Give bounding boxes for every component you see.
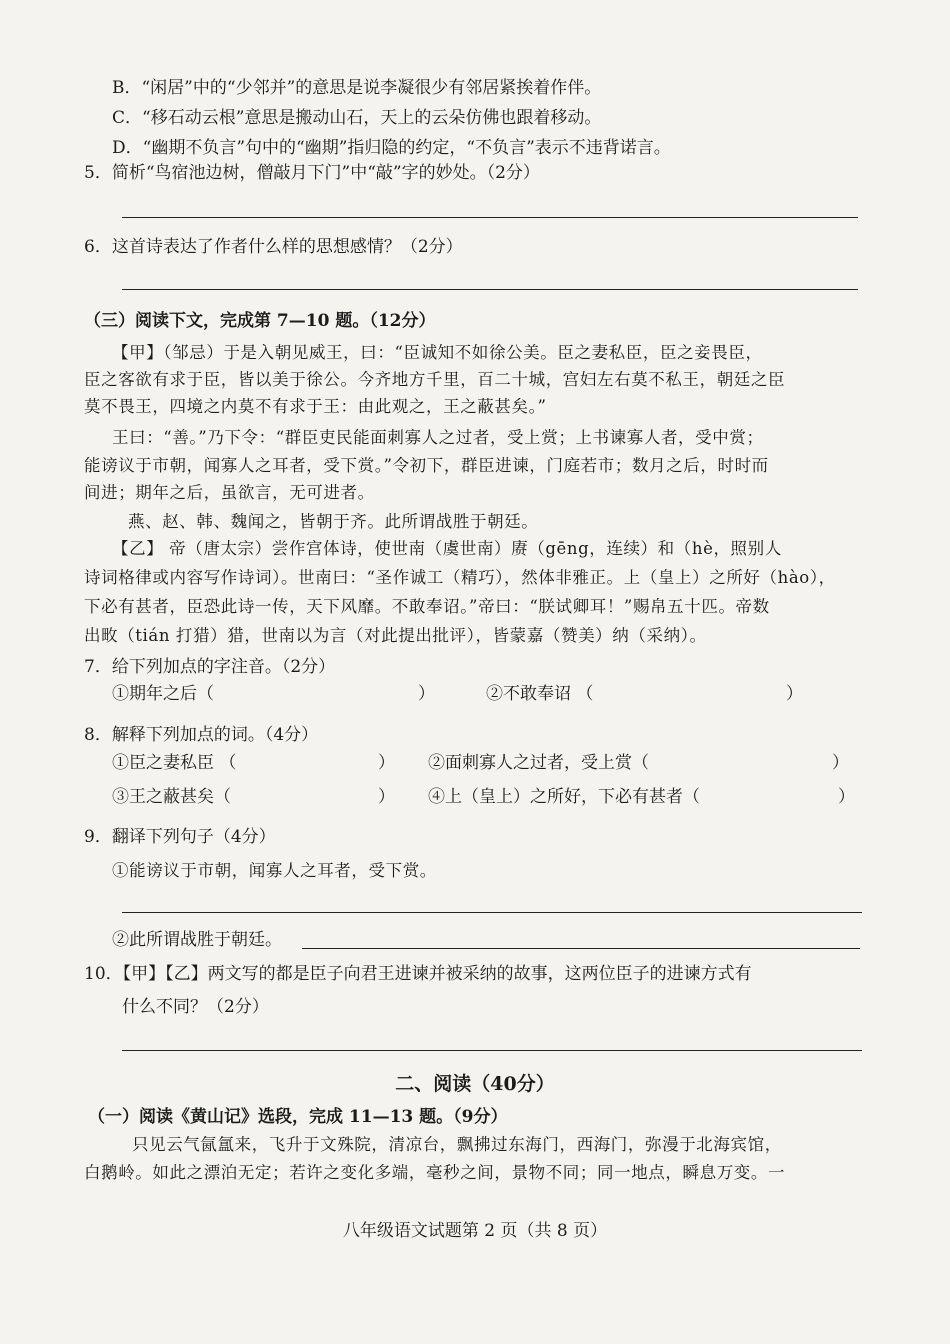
passage-jia-line: 臣之客欲有求于臣，皆以美于徐公。今齐地方千里，百二十城，宫妇左右莫不私王，朝廷之臣 xyxy=(84,370,786,389)
question-10-line: 10．【甲】【乙】两文写的都是臣子向君王进谏并被采纳的故事，这两位臣子的进谏方式有 xyxy=(84,964,752,984)
answer-line-q9b[interactable] xyxy=(302,948,860,949)
question-8-item-b: ②面刺寡人之过者，受上赏（ xyxy=(428,753,649,773)
question-6: 6．这首诗表达了作者什么样的思想感情？（2分） xyxy=(84,237,463,257)
passage-huangshan-line: 白鹅岭。如此之漂泊无定；若许之变化多端，毫秒之间，景物不同；同一地点，瞬息万变。一 xyxy=(84,1163,786,1182)
option-d: D．“幽期不负言”句中的“幽期”指归隐的约定，“不负言”表示不违背诺言。 xyxy=(112,138,671,158)
option-c: C．“移石动云根”意思是搬动山石，天上的云朵仿佛也跟着移动。 xyxy=(112,108,602,128)
question-9-item-b: ②此所谓战胜于朝廷。 xyxy=(112,930,282,950)
passage-yi-line: 下必有甚者，臣恐此诗一传，天下风靡。不敢奉诏。”帝曰：“朕试卿耳！”赐帛五十匹。帝数 xyxy=(84,597,770,616)
question-8-item-b-close: ） xyxy=(832,753,849,773)
question-8-item-c-close: ） xyxy=(378,787,395,807)
passage-huangshan-line: 只见云气氤氲来，飞升于文殊院，清凉台，飘拂过东海门，西海门，弥漫于北海宾馆， xyxy=(132,1135,782,1154)
passage-jia-line: 莫不畏王，四境之内莫不有求于王：由此观之，王之蔽甚矣。” xyxy=(84,397,547,416)
passage-yi-line: 诗词格律或内容写作诗词）。世南曰：“圣作诚工（精巧），然体非雅正。上（皇上）之所好（hào）， xyxy=(84,568,836,587)
answer-line-q10[interactable] xyxy=(122,1050,862,1051)
answer-line-q6[interactable] xyxy=(122,289,858,290)
question-9-item-a: ①能谤议于市朝，闻寡人之耳者，受下赏。 xyxy=(112,861,437,880)
answer-line-q9a[interactable] xyxy=(122,912,862,913)
question-8-item-a: ①臣之妻私臣 （ xyxy=(112,753,237,773)
option-b: B．“闲居”中的“少邻并”的意思是说李凝很少有邻居紧挨着作伴。 xyxy=(112,78,602,98)
question-8-item-c: ③王之蔽甚矣（ xyxy=(112,787,231,807)
question-7-item-a: ①期年之后（ xyxy=(112,684,214,704)
subsection-1-header: （一）阅读《黄山记》选段，完成 11—13 题。（9分） xyxy=(88,1107,508,1127)
passage-jia-line: 间进；期年之后，虽欲言，无可进者。 xyxy=(84,483,375,502)
question-8-item-d-close: ） xyxy=(838,787,855,807)
part-2-title: 二、阅读（40分） xyxy=(395,1073,555,1095)
passage-jia-line: 王曰：“善。”乃下令：“群臣吏民能面刺寡人之过者，受上赏；上书谏寡人者，受中赏； xyxy=(112,428,764,447)
question-10-line: 什么不同？（2分） xyxy=(122,997,269,1017)
question-8-item-a-close: ） xyxy=(378,753,395,773)
question-5: 5．简析“鸟宿池边树，僧敲月下门”中“敲”字的妙处。（2分） xyxy=(84,163,540,183)
section-3-header: （三）阅读下文，完成第 7—10 题。（12分） xyxy=(84,311,436,331)
passage-yi-line: 【乙】 帝（唐太宗）尝作宫体诗，使世南（虞世南）赓（gēng，连续）和（hè，照别人 xyxy=(112,539,782,558)
passage-jia-line: 【甲】（邹忌）于是入朝见威王，曰：“臣诚知不如徐公美。臣之妻私臣，臣之妾畏臣， xyxy=(112,343,763,362)
answer-line-q5[interactable] xyxy=(122,217,858,218)
page-footer: 八年级语文试题第 2 页（共 8 页） xyxy=(342,1221,608,1241)
question-8-title: 8．解释下列加点的词。（4分） xyxy=(84,725,319,745)
question-7-item-b: ②不敢奉诏 （ xyxy=(486,684,594,704)
passage-jia-line: 燕、赵、韩、魏闻之，皆朝于齐。此所谓战胜于朝廷。 xyxy=(128,512,539,531)
passage-jia-line: 能谤议于市朝，闻寡人之耳者，受下赏。”令初下，群臣进谏，门庭若市；数月之后，时时而 xyxy=(84,456,769,475)
passage-yi-line: 出畋（tián 打猎）猎，世南以为言（对此提出批评），皆蒙嘉（赞美）纳（采纳）。 xyxy=(84,626,707,645)
question-7-item-a-close: ） xyxy=(418,684,435,704)
question-8-item-d: ④上（皇上）之所好，下必有甚者（ xyxy=(428,787,700,807)
question-7-item-b-close: ） xyxy=(786,684,803,704)
question-9-title: 9．翻译下列句子（4分） xyxy=(84,827,276,847)
question-7-title: 7．给下列加点的字注音。（2分） xyxy=(84,657,336,677)
